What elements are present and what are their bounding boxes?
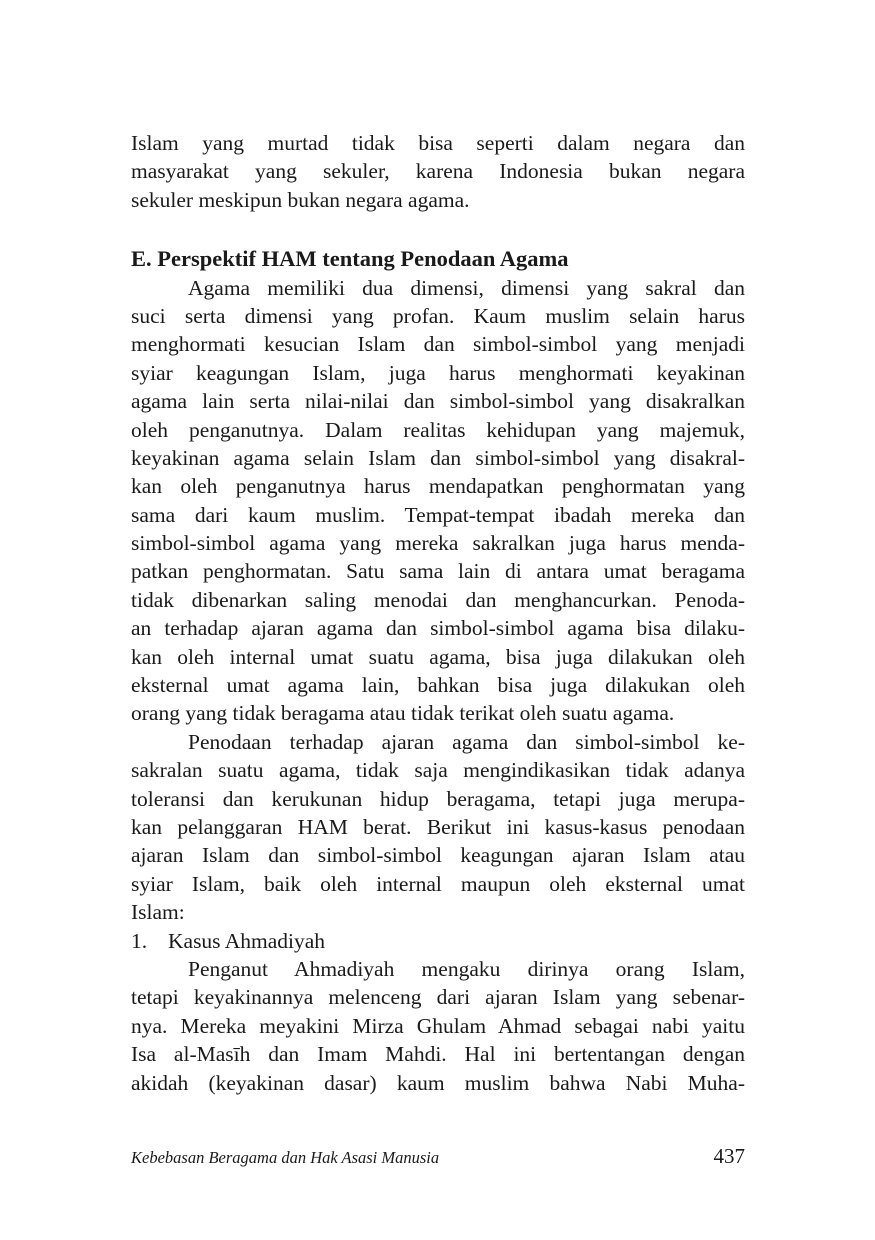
text-line: an terhadap ajaran agama dan simbol-simbol agama bisa dilaku- [131, 616, 745, 641]
text-line: agama lain serta nilai-nilai dan simbol-simbol yang disakralkan [131, 389, 745, 414]
text-line: syiar keagungan Islam, juga harus menghormati keyakinan [131, 360, 745, 385]
text-line: Agama memiliki dua dimensi, dimensi yang sakral dan [188, 275, 745, 300]
page-footer [131, 1144, 745, 1174]
text-line: orang yang tidak beragama atau tidak terikat oleh suatu agama. [131, 701, 675, 726]
text-line: toleransi dan kerukunan hidup beragama, tetapi juga merupa- [131, 786, 745, 811]
text-line: keyakinan agama selain Islam dan simbol-simbol yang disakral- [131, 445, 745, 470]
text-line: sama dari kaum muslim. Tempat-tempat ibadah mereka dan [131, 502, 745, 527]
text-line: Islam: [131, 900, 185, 925]
text-line: masyarakat yang sekuler, karena Indonesia bukan negara [131, 159, 745, 184]
paragraph-ahmadiyah [131, 955, 745, 1097]
text-line: Penganut Ahmadiyah mengaku dirinya orang Islam, [188, 956, 745, 981]
text-line: menghormati kesucian Islam dan simbol-simbol yang menjadi [131, 332, 745, 357]
text-line: sakralan suatu agama, tidak saja mengindikasikan tidak adanya [131, 758, 745, 783]
list-label: Kasus Ahmadiyah [168, 928, 326, 953]
paragraph-agama-dimensi [131, 274, 745, 728]
text-line: sekuler meskipun bukan negara agama. [131, 187, 470, 212]
text-line: patkan penghormatan. Satu sama lain di antara umat beragama [131, 559, 745, 584]
running-footer-title: Kebebasan Beragama dan Hak Asasi Manusia [131, 1148, 440, 1167]
text-line: tidak dibenarkan saling menodai dan menghancurkan. Penoda- [131, 587, 745, 612]
page-body [131, 129, 745, 1097]
text-line: ajaran Islam dan simbol-simbol keagungan ajaran Islam atau [131, 843, 745, 868]
text-line: kan pelanggaran HAM berat. Berikut ini kasus-kasus penodaan [131, 814, 745, 839]
list-item-kasus-ahmadiyah [131, 927, 745, 955]
text-line: Isa al-Masīh dan Imam Mahdi. Hal ini bertentangan dengan [131, 1042, 745, 1067]
text-line: tetapi keyakinannya melenceng dari ajaran Islam yang sebenar- [131, 985, 745, 1010]
text-line: Islam yang murtad tidak bisa seperti dalam negara dan [131, 131, 745, 155]
paragraph-penodaan [131, 728, 745, 927]
text-line: oleh penganutnya. Dalam realitas kehidupan yang majemuk, [131, 417, 745, 442]
text-line: nya. Mereka meyakini Mirza Ghulam Ahmad sebagai nabi yaitu [131, 1013, 745, 1038]
text-line: akidah (keyakinan dasar) kaum muslim bahwa Nabi Muha- [131, 1070, 745, 1095]
text-line: simbol-simbol agama yang mereka sakralkan juga harus menda- [131, 531, 745, 556]
text-line: kan oleh penganutnya harus mendapatkan penghormatan yang [131, 474, 745, 499]
list-number: 1. [131, 928, 148, 953]
text-line: Penodaan terhadap ajaran agama dan simbol-simbol ke- [188, 729, 745, 754]
text-line: suci serta dimensi yang profan. Kaum muslim selain harus [131, 303, 745, 328]
text-line: syiar Islam, baik oleh internal maupun oleh eksternal umat [131, 871, 745, 896]
text-line: kan oleh internal umat suatu agama, bisa juga dilakukan oleh [131, 644, 745, 669]
page-number: 437 [713, 1144, 745, 1168]
intro-paragraph [131, 129, 745, 214]
section-heading: E. Perspektif HAM tentang Penodaan Agama [131, 246, 569, 272]
text-line: eksternal umat agama lain, bahkan bisa juga dilakukan oleh [131, 673, 745, 698]
